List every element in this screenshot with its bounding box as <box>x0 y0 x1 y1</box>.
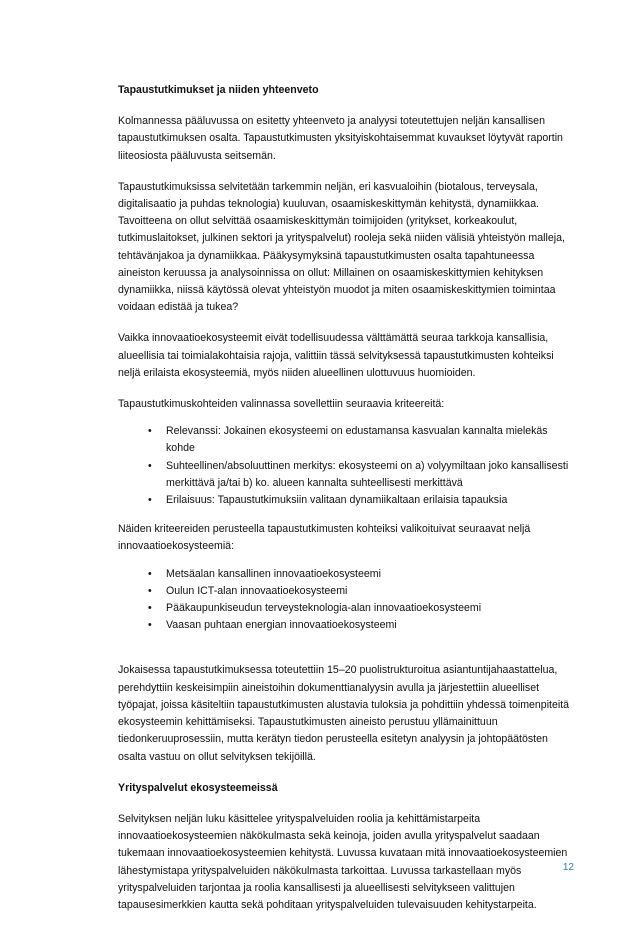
criteria-item: • Relevanssi: Jokainen ekosysteemi on edustamansa kasvualan kannalta mielekäs kohde <box>118 423 574 457</box>
page-content <box>118 82 574 928</box>
ecosystem-list <box>118 566 574 635</box>
spacer <box>118 646 574 662</box>
paragraph-criteria-followup: Näiden kriteereiden perusteella tapaustutkimusten kohteiksi valikoituivat seuraavat neljä innovaatioekosysteemiä: <box>118 523 531 553</box>
paragraph-methodology: Jokaisessa tapaustutkimuksessa toteutettiin 15–20 puolistrukturoitua asiantuntijahaastattelua, perehdyttiin keskeisimpiin aineistoihin dokumenttianalyysin avulla ja järjestettiin alueelliset työpajat, joissa käsiteltiin tapaustutkimusten alustavia tuloksia ja pohdittiin yhdessä toimenpiteitä ekosysteemin kehittämiseksi. Tapaustutkimusten aineisto perustuu yllämainittuun tiedonkeruuprosessiin, mutta kerätyn tiedon perusteella esitetyn analyysin ja johtopäätösten osalta vastuu on ollut selvityksen tekijöillä. <box>118 664 570 763</box>
criteria-item: • Erilaisuus: Tapaustutkimuksiin valitaan dynamiikaltaan erilaisia tapauksia <box>118 492 574 509</box>
criteria-list <box>118 423 574 509</box>
section-heading-case-studies: Tapaustutkimukset ja niiden yhteenveto <box>118 84 319 96</box>
ecosystem-item: • Vaasan puhtaan energian innovaatioekosysteemi <box>118 617 574 634</box>
ecosystem-item: • Pääkaupunkiseudun terveysteknologia-alan innovaatioekosysteemi <box>118 600 574 617</box>
paragraph-ecosystem-boundaries: Vaikka innovaatioekosysteemit eivät todellisuudessa välttämättä seuraa tarkkoja kansallisia, alueellisia tai toimialakohtaisia rajoja, valittiin tässä selvityksessä tapaustutkimusten kohteiksi neljä erilaista ekosysteemiä, myös niiden alueellinen ulottuvuus huomioiden. <box>118 332 554 379</box>
paragraph-business-services: Selvityksen neljän luku käsittelee yrityspalveluiden roolia ja kehittämistarpeita innovaatioekosysteemien näkökulmasta sekä keinoja, joiden avulla yrityspalvelut saadaan tukemaan innovaatioekosysteemien kehitystä. Luvussa kuvataan mitä innovaatioekosysteemien lähestymistapa yrityspalveluiden näkökulmasta tarkoittaa. Luvussa tarkastellaan myös yrityspalveluiden tarjontaa ja roolia kansallisesti ja alueellisesti selvitykseen valittujen tapausesimerkkien kautta sekä pohditaan yrityspalveluiden tulevaisuuden kehitystarpeita. <box>118 812 568 911</box>
page-number: 12 <box>562 862 574 873</box>
ecosystem-item: • Metsäalan kansallinen innovaatioekosysteemi <box>118 566 574 583</box>
section-heading-business-services: Yrityspalvelut ekosysteemeissä <box>118 781 278 794</box>
criteria-item: • Suhteellinen/absoluuttinen merkitys: ekosysteemi on a) volyymiltaan joko kansallisesti merkittävä ja/tai b) ko. alueen kannalta suhteellisesti merkittävä <box>118 458 574 492</box>
paragraph-criteria-intro: Tapaustutkimuskohteiden valinnassa sovellettiin seuraavia kriteereitä: <box>118 398 445 411</box>
paragraph-case-study-goals: Tapaustutkimuksissa selvitetään tarkemmin neljän, eri kasvualoihin (biotalous, terveysala, digitalisaatio ja puhdas teknologia) kuuluvan, osaamiskeskittymän kehitystä, dynamiikkaa. Tavoitteena on ollut selvittää osaamiskeskittymän toimijoiden (yritykset, korkeakoulut, tutkimuslaitokset, julkinen sektori ja yrityspalvelut) rooleja sekä niiden välisiä yhteistyön malleja, tehtävänjakoa ja dynamiikkaa. Pääkysymyksinä tapaustutkimusten osalta tapahtuneessa aineiston keruussa ja analysoinnissa on ollut: Millainen on osaamiskeskittymien kehityksen dynamiikka, niissä käytössä olevat yhteistyön muodot ja miten osaamiskeskittymien toimintaa voidaan edistää ja tukea? <box>118 180 565 314</box>
ecosystem-item: • Oulun ICT-alan innovaatioekosysteemi <box>118 583 574 600</box>
paragraph-intro: Kolmannessa pääluvussa on esitetty yhteenveto ja analyysi toteutettujen neljän kansallisen tapaustutkimuksen osalta. Tapaustutkimusten yksityiskohtaisemmat kuvaukset löytyvät raportin liiteosiosta pääluvusta seitsemän. <box>118 115 563 162</box>
